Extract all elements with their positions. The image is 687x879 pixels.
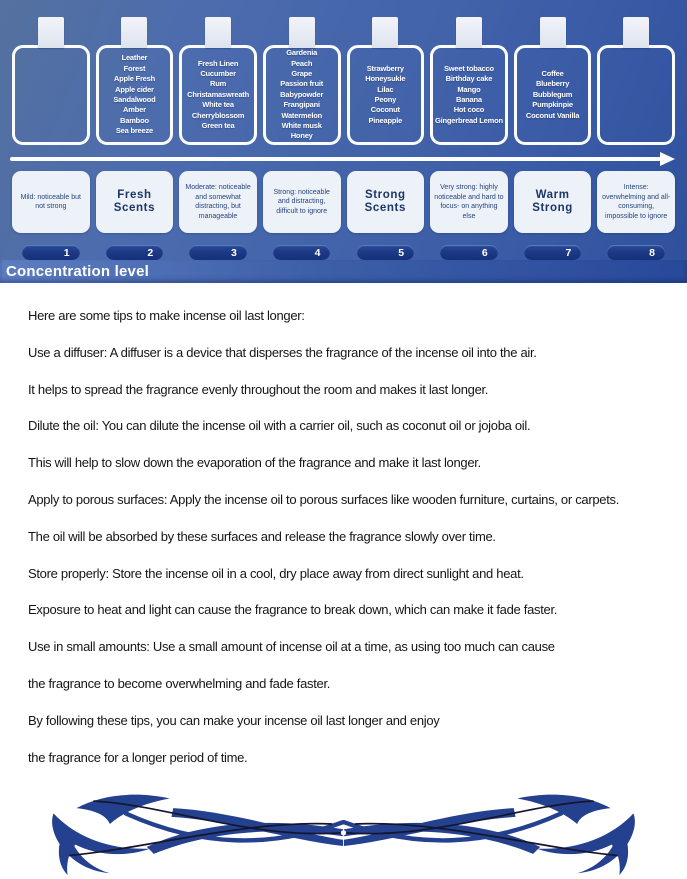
scent-line: Pumpkinpie	[532, 100, 573, 110]
scent-line: Christamaswreath	[187, 89, 249, 99]
scent-line: Leather	[121, 53, 148, 63]
bottle-level-3	[179, 17, 257, 145]
bottle-body	[347, 45, 425, 145]
scent-line: Mango	[457, 84, 481, 94]
scent-line: White musk	[281, 121, 322, 131]
level-number: 2	[147, 246, 154, 259]
level-number-badge-7	[524, 245, 581, 260]
scent-line: Coconut Vanilla	[525, 110, 580, 120]
tip-line: It helps to spread the fragrance evenly throughout the room and makes it last longer.	[28, 381, 489, 397]
level-number: 4	[314, 246, 321, 259]
tip-line: Dilute the oil: You can dilute the incense oil with a carrier oil, such as coconut oil or jojoba oil.	[28, 418, 531, 434]
tip-line: By following these tips, you can make your incense oil last longer and enjoy	[28, 712, 440, 728]
scent-line: Passion fruit	[280, 79, 324, 89]
scent-line: Cherryblossom	[191, 110, 245, 120]
scent-line: Lilac	[377, 84, 394, 94]
level-label: Fresh Scents	[113, 189, 156, 214]
bottle-cap	[205, 17, 231, 48]
tip-line: Apply to porous surfaces: Apply the incense oil to porous surfaces like wooden furniture, curtains, or carpets.	[28, 491, 620, 507]
scent-line: Pineapple	[368, 115, 403, 125]
scent-line: Hot coco	[453, 105, 485, 115]
tip-line: The oil will be absorbed by these surfaces and release the fragrance slowly over time.	[28, 528, 496, 544]
tip-line: Here are some tips to make incense oil last longer:	[28, 308, 305, 323]
level-label: Mild: noticeable but not strong	[20, 193, 81, 210]
level-box-5	[347, 171, 425, 233]
level-label: Intense: overwhelming and all-consuming, impossible to ignore	[602, 184, 671, 220]
scent-line: Sea breeze	[115, 126, 154, 136]
tips-section	[0, 283, 687, 764]
level-number: 6	[481, 246, 488, 259]
scent-line: Green tea	[201, 121, 235, 131]
scent-line: Bubblegum	[532, 89, 573, 99]
concentration-level-bar	[0, 260, 687, 283]
arrow-line	[10, 157, 661, 161]
bottle-cap	[456, 17, 482, 48]
tip-line: Store properly: Store the incense oil in a cool, dry place away from direct sunlight and heat.	[28, 565, 524, 581]
bottle-level-4	[263, 17, 341, 145]
level-label: Strong: noticeable and distracting, difficult to ignore	[273, 188, 330, 215]
tip-line: Exposure to heat and light can cause the fragrance to break down, which can make it fade faster.	[28, 602, 558, 618]
level-box-3	[179, 171, 257, 233]
level-number-badge-3	[189, 245, 246, 260]
flourish-center-dot	[341, 830, 346, 835]
level-number-badge-2	[106, 245, 163, 260]
level-box-7	[514, 171, 592, 233]
bottle-level-6	[430, 17, 508, 145]
tribal-flourish-graphic	[5, 787, 682, 875]
scent-line: Honey	[290, 131, 313, 141]
scent-line: Frangipani	[283, 100, 320, 110]
level-number-badge-5	[357, 245, 414, 260]
bottle-cap	[38, 17, 64, 48]
level-number-badge-1	[22, 245, 79, 260]
scent-line: Sandalwood	[113, 95, 156, 104]
scent-line: Babypowder	[280, 89, 324, 99]
concentration-level-label: Concentration level	[6, 263, 149, 280]
tip-line: This will help to slow down the evaporation of the fragrance and make it last longer.	[28, 455, 481, 471]
scent-line: Banana	[455, 95, 482, 104]
scent-line: Gardenia	[286, 48, 318, 58]
scent-line: Watermelon	[281, 110, 323, 120]
concentration-levels-row	[0, 171, 687, 233]
level-number-badge-6	[440, 245, 497, 260]
level-number-badge-4	[273, 245, 330, 260]
scent-line: Apple Fresh	[113, 74, 156, 84]
level-number-badge-8	[607, 245, 664, 260]
level-label: Warm Strong	[532, 189, 573, 214]
level-label: Very strong: highly noticeable and hard to focus- on anything else	[434, 184, 504, 220]
scent-line: Gingerbread Lemon	[435, 115, 503, 125]
bottle-body	[430, 45, 508, 145]
bottle-level-5	[347, 17, 425, 145]
bottle-body	[96, 45, 174, 145]
level-number: 7	[565, 246, 572, 259]
scent-line: Apple cider	[115, 84, 154, 94]
scent-line: White tea	[202, 100, 234, 110]
level-box-8	[597, 171, 675, 233]
level-number: 5	[398, 246, 405, 259]
scent-line: Forest	[123, 63, 146, 73]
scent-line: Amber	[123, 105, 146, 115]
right-arrow-icon	[660, 152, 675, 166]
bottle-body	[12, 45, 90, 145]
bottle-level-8	[597, 17, 675, 145]
level-label: Moderate: noticeable and somewhat distracting, but manageable	[185, 184, 251, 220]
bottle-cap	[289, 17, 315, 48]
scent-line: Cucumber	[200, 68, 236, 78]
bottle-body	[597, 45, 675, 145]
level-box-4	[263, 171, 341, 233]
bottle-level-2	[96, 17, 174, 145]
level-box-2	[96, 171, 174, 233]
scent-line: Coconut	[370, 105, 400, 115]
bottle-cap	[121, 17, 147, 48]
bottle-cap	[372, 17, 398, 48]
tip-line: the fragrance to become overwhelming and fade faster.	[28, 675, 331, 691]
level-box-1	[12, 171, 90, 233]
level-number: 1	[63, 246, 70, 259]
scent-line: Honeysukle	[365, 74, 406, 84]
intensity-axis-arrow	[10, 157, 675, 162]
bottle-body	[263, 45, 341, 145]
level-number-row	[0, 245, 687, 260]
tip-line: the fragrance for a longer period of time.	[28, 749, 248, 765]
scent-line: Peach	[291, 58, 313, 68]
scent-line: Birthday cake	[445, 74, 493, 84]
bottle-cap	[540, 17, 566, 48]
level-number: 8	[649, 246, 655, 259]
tip-line: Use in small amounts: Use a small amount of incense oil at a time, as using too much can cause	[28, 639, 555, 655]
scent-line: Peony	[374, 95, 397, 104]
bottle-body	[179, 45, 257, 145]
tip-line: Use a diffuser: A diffuser is a device that disperses the fragrance of the incense oil into the air.	[28, 344, 537, 360]
level-label: Strong Scents	[364, 189, 406, 214]
scent-line: Bamboo	[120, 115, 149, 125]
level-number: 3	[230, 246, 237, 259]
scent-line: Blueberry	[535, 79, 570, 89]
level-box-6	[430, 171, 508, 233]
bottle-cap	[623, 17, 649, 48]
bottles-row	[0, 0, 687, 145]
scent-line: Sweet tobacco	[443, 63, 494, 73]
scent-line: Fresh Linen	[197, 58, 239, 68]
scent-line: Strawberry	[366, 63, 404, 73]
scent-line: Rum	[210, 79, 227, 89]
scent-line: Grape	[291, 68, 313, 78]
scent-concentration-banner	[0, 0, 687, 283]
bottle-body	[514, 45, 592, 145]
bottle-level-1	[12, 17, 90, 145]
bottle-level-7	[514, 17, 592, 145]
scent-line: Coffee	[541, 68, 564, 78]
